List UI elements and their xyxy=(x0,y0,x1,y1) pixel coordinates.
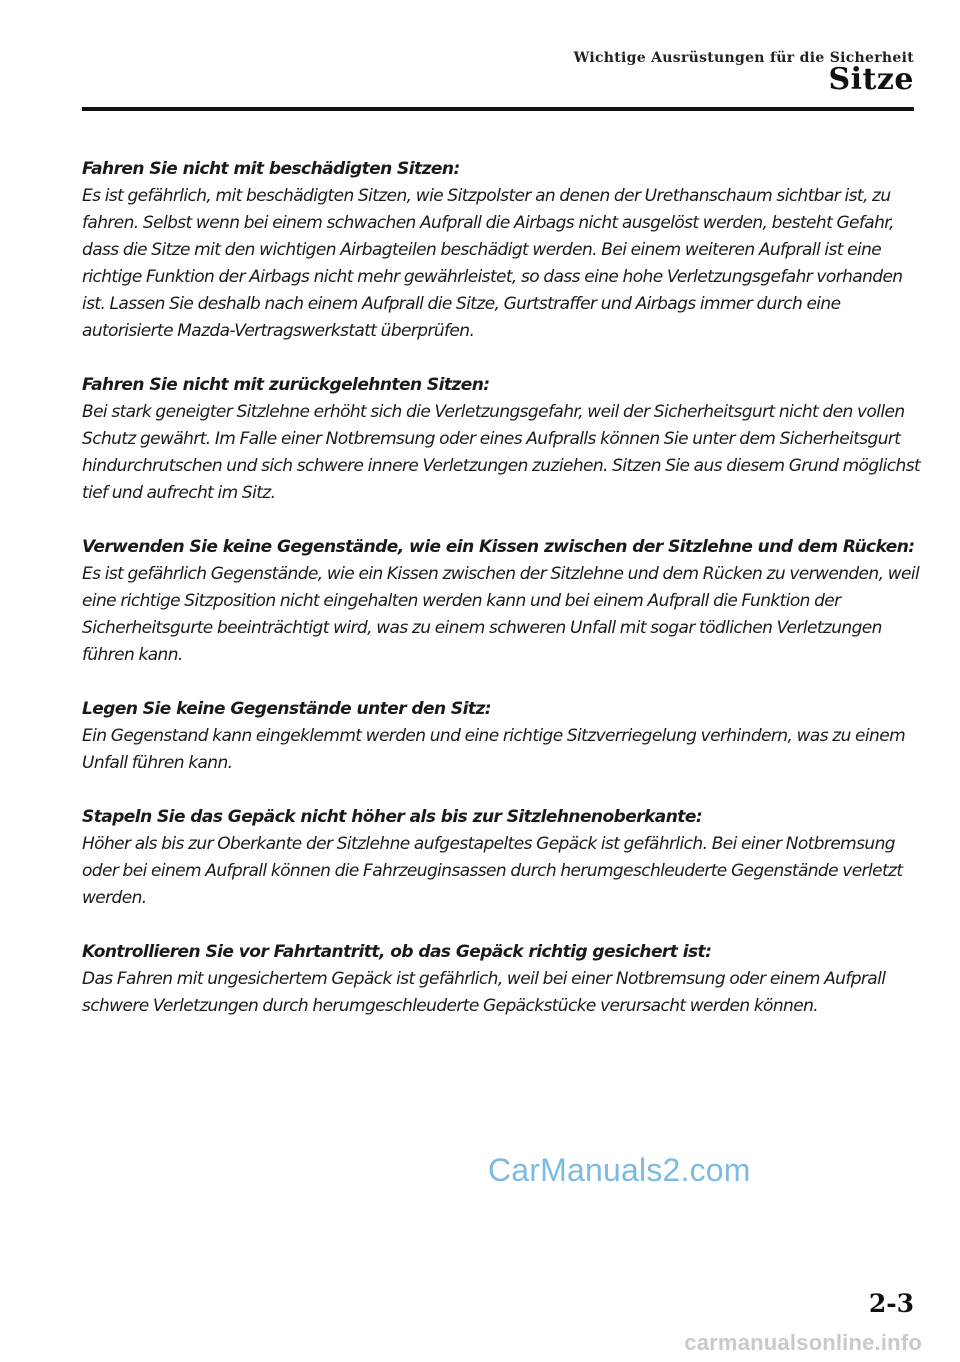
warning-heading: Fahren Sie nicht mit beschädigten Sitzen: xyxy=(82,159,460,179)
warning-heading: Stapeln Sie das Gepäck nicht höher als bis zur Sitzlehnenoberkante: xyxy=(82,807,703,827)
watermark-logo: CarManuals2.com xyxy=(488,1152,751,1188)
warning-block-luggage-secured xyxy=(82,939,922,1020)
warning-block-objects-under-seat xyxy=(82,696,922,777)
page-number: 2-3 xyxy=(868,1289,914,1318)
warning-text: Es ist gefährlich Gegenstände, wie ein Kissen zwischen der Sitzlehne und dem Rücken zu verwenden, weil eine richtige Sitzposition nicht eingehalten werden kann und bei einem Aufprall die Funktion der Sicherheitsgurte beeinträchtigt wird, was zu einem schweren Unfall mit sogar tödlichen Verletzungen führen kann. xyxy=(82,564,920,665)
footer-watermark: carmanualsonline.info xyxy=(684,1330,922,1355)
section-header: Wichtige Ausrüstungen für die Sicherheit xyxy=(573,50,914,66)
warning-text: Es ist gefährlich, mit beschädigten Sitzen, wie Sitzpolster an denen der Urethanschaum sichtbar ist, zu fahren. Selbst wenn bei einem schwachen Aufprall die Airbags nicht ausgelöst werden, besteht Gefahr, dass die Sitze mit den wichtigen Airbagteilen beschädigt werden. Bei einem weiteren Aufprall ist eine richtige Funktion der Airbags nicht mehr gewährleistet, so dass eine hohe Verletzungsgefahr vorhanden ist. Lassen Sie deshalb nach einem Aufprall die Sitze, Gurtstraffer und Airbags immer durch eine autorisierte Mazda-Vertragswerkstatt überprüfen. xyxy=(82,186,903,341)
warning-block-damaged-seats xyxy=(82,156,922,345)
main-content xyxy=(82,156,922,1047)
warning-text: Bei stark geneigter Sitzlehne erhöht sich die Verletzungsgefahr, weil der Sicherheitsgurt nicht den vollen Schutz gewährt. Im Falle einer Notbremsung oder eines Aufpralls können Sie unter dem Sicherheitsgurt hindurchrutschen und sich schwere innere Verletzungen zuziehen. Sitzen Sie aus diesem Grund möglichst tief und aufrecht im Sitz. xyxy=(82,402,921,503)
header-divider xyxy=(82,107,914,111)
warning-heading: Legen Sie keine Gegenstände unter den Sitz: xyxy=(82,699,492,719)
warning-text: Höher als bis zur Oberkante der Sitzlehne aufgestapeltes Gepäck ist gefährlich. Bei einer Notbremsung oder bei einem Aufprall können die Fahrzeuginsassen durch herumgeschleuderte Gegenstände verletzt werden. xyxy=(82,834,903,908)
warning-heading: Kontrollieren Sie vor Fahrtantritt, ob das Gepäck richtig gesichert ist: xyxy=(82,942,712,962)
warning-block-luggage-height xyxy=(82,804,922,912)
warning-heading: Fahren Sie nicht mit zurückgelehnten Sitzen: xyxy=(82,375,490,395)
warning-heading: Verwenden Sie keine Gegenstände, wie ein Kissen zwischen der Sitzlehne und dem Rücken: xyxy=(82,537,915,557)
warning-text: Ein Gegenstand kann eingeklemmt werden und eine richtige Sitzverriegelung verhindern, was zu einem Unfall führen kann. xyxy=(82,726,906,773)
warning-block-cushion xyxy=(82,534,922,669)
warning-block-reclined-seats xyxy=(82,372,922,507)
page-title: Sitze xyxy=(828,62,914,97)
warning-text: Das Fahren mit ungesichertem Gepäck ist gefährlich, weil bei einer Notbremsung oder einem Aufprall schwere Verletzungen durch herumgeschleuderte Gepäckstücke verursacht werden können. xyxy=(82,969,886,1016)
